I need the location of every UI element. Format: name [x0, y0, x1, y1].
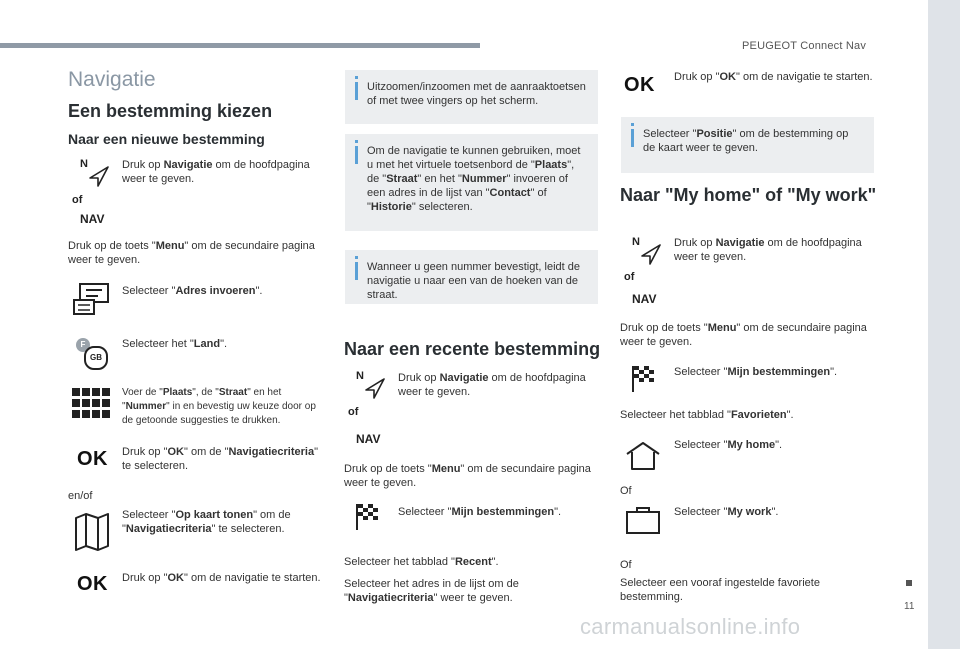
nav-icon-label: NAV — [632, 292, 657, 306]
para-press-menu: Druk op de toets "Menu" om de secundaire pagina weer te geven. — [68, 240, 315, 266]
heading-new-destination: Naar een nieuwe bestemming — [68, 131, 265, 147]
step-select-my-home: Selecteer "My home". — [674, 439, 783, 451]
navigation-arrow-icon — [364, 378, 386, 400]
navigation-arrow-icon — [88, 166, 110, 188]
para-select-preset-favorite: Selecteer een vooraf ingestelde favoriete bestemming. — [620, 577, 820, 603]
note-no-number-text: Wanneer u geen nummer bevestigt, leidt de navigatie u naar een van de hoeken van de straat. — [367, 261, 580, 301]
heading-recent-destination: Naar een recente bestemming — [344, 339, 601, 359]
step-press-ok-start: Druk op "OK" om de navigatie te starten. — [674, 71, 873, 83]
flag-icon-top: F — [76, 338, 90, 352]
nav-icon-n: N — [80, 158, 88, 170]
ok-icon: OK — [77, 448, 108, 470]
step-press-navigation: Druk op Navigatie om de hoofdpagina weer te geven. — [398, 372, 586, 398]
info-icon — [631, 129, 634, 147]
page-number: 11 — [904, 601, 915, 612]
ok-icon: OK — [624, 74, 655, 96]
nav-icon-n: N — [356, 370, 364, 382]
navigation-arrow-icon — [640, 244, 662, 266]
para-select-favorites-tab: Selecteer het tabblad "Favorieten". — [620, 409, 794, 421]
nav-icon — [66, 156, 118, 226]
heading-choose-destination: Een bestemming kiezen — [68, 101, 273, 121]
or-label: Of — [620, 559, 632, 571]
ok-icon: OK — [77, 573, 108, 595]
address-entry-icon — [72, 282, 112, 318]
nav-icon-of: of — [72, 194, 83, 206]
work-briefcase-icon — [624, 505, 662, 535]
home-icon — [624, 440, 662, 472]
step-show-on-map: Selecteer "Op kaart tonen" om de "Navigatiecriteria" te selecteren. — [122, 509, 291, 535]
nav-icon-of: of — [348, 406, 359, 418]
note-virtual-keyboard — [345, 134, 598, 231]
step-press-ok-criteria: Druk op "OK" om de "Navigatiecriteria" te selecteren. — [122, 446, 318, 472]
step-enter-city-street-number: Voer de "Plaats", de "Straat" en het "Nummer" in en bevestig uw keuze door op de getoonde suggesties te drukken. — [122, 387, 316, 426]
nav-icon-label: NAV — [80, 212, 105, 226]
header-rule — [0, 43, 480, 48]
watermark: carmanualsonline.info — [580, 614, 801, 639]
step-select-my-work: Selecteer "My work". — [674, 506, 779, 518]
section-title: Navigatie — [68, 68, 156, 91]
para-select-address-list: Selecteer het adres in de lijst om de "Navigatiecriteria" weer te geven. — [344, 578, 519, 604]
country-flag-icon — [74, 336, 110, 368]
step-select-country: Selecteer het "Land". — [122, 338, 228, 350]
step-press-navigation: Druk op Navigatie om de hoofdpagina weer te geven. — [674, 237, 862, 263]
and-or-label: en/of — [68, 490, 93, 502]
step-select-my-destinations: Selecteer "Mijn bestemmingen". — [398, 506, 562, 518]
checkered-flag-icon — [355, 502, 381, 532]
step-select-my-destinations: Selecteer "Mijn bestemmingen". — [674, 366, 838, 378]
flag-icon-bottom: GB — [84, 346, 108, 370]
page-edge-strip — [928, 0, 960, 649]
para-press-menu: Druk op de toets "Menu" om de secundaire pagina weer te geven. — [620, 322, 867, 348]
continue-marker — [906, 580, 912, 586]
nav-icon — [342, 368, 394, 444]
brand-header: PEUGEOT Connect Nav — [742, 40, 867, 52]
or-label: Of — [620, 485, 632, 497]
para-press-menu: Druk op de toets "Menu" om de secundaire pagina weer te geven. — [344, 463, 591, 489]
step-press-ok-start: Druk op "OK" om de navigatie te starten. — [122, 572, 321, 584]
note-position-text: Selecteer "Positie" om de bestemming op de kaart weer te geven. — [643, 128, 849, 154]
info-icon — [355, 82, 358, 100]
heading-my-home-work: Naar "My home" of "My work" — [620, 185, 877, 205]
info-icon — [355, 262, 358, 280]
checkered-flag-icon — [631, 364, 657, 394]
note-no-number — [345, 250, 598, 304]
note-zoom-text: Uitzoomen/inzoomen met de aanraaktoetsen of met twee vingers op het scherm. — [367, 81, 586, 107]
note-zoom — [345, 70, 598, 124]
step-select-address: Selecteer "Adres invoeren". — [122, 285, 263, 297]
para-select-recent-tab: Selecteer het tabblad "Recent". — [344, 556, 499, 568]
map-icon — [74, 512, 110, 552]
info-icon — [355, 146, 358, 164]
nav-icon — [618, 234, 670, 306]
keypad-icon — [72, 388, 112, 420]
nav-icon-n: N — [632, 236, 640, 248]
nav-icon-label: NAV — [356, 432, 381, 446]
note-position — [621, 117, 874, 173]
nav-icon-of: of — [624, 271, 635, 283]
note-virtual-keyboard-text: Om de navigatie te kunnen gebruiken, moet u met het virtuele toetsenbord de "Plaats", de "Straat" en het "Nummer" invoeren of een adres in de lijst van "Contact" of "Historie" selecteren. — [367, 145, 581, 213]
step-press-navigation: Druk op Navigatie om de hoofdpagina weer te geven. — [122, 159, 310, 185]
